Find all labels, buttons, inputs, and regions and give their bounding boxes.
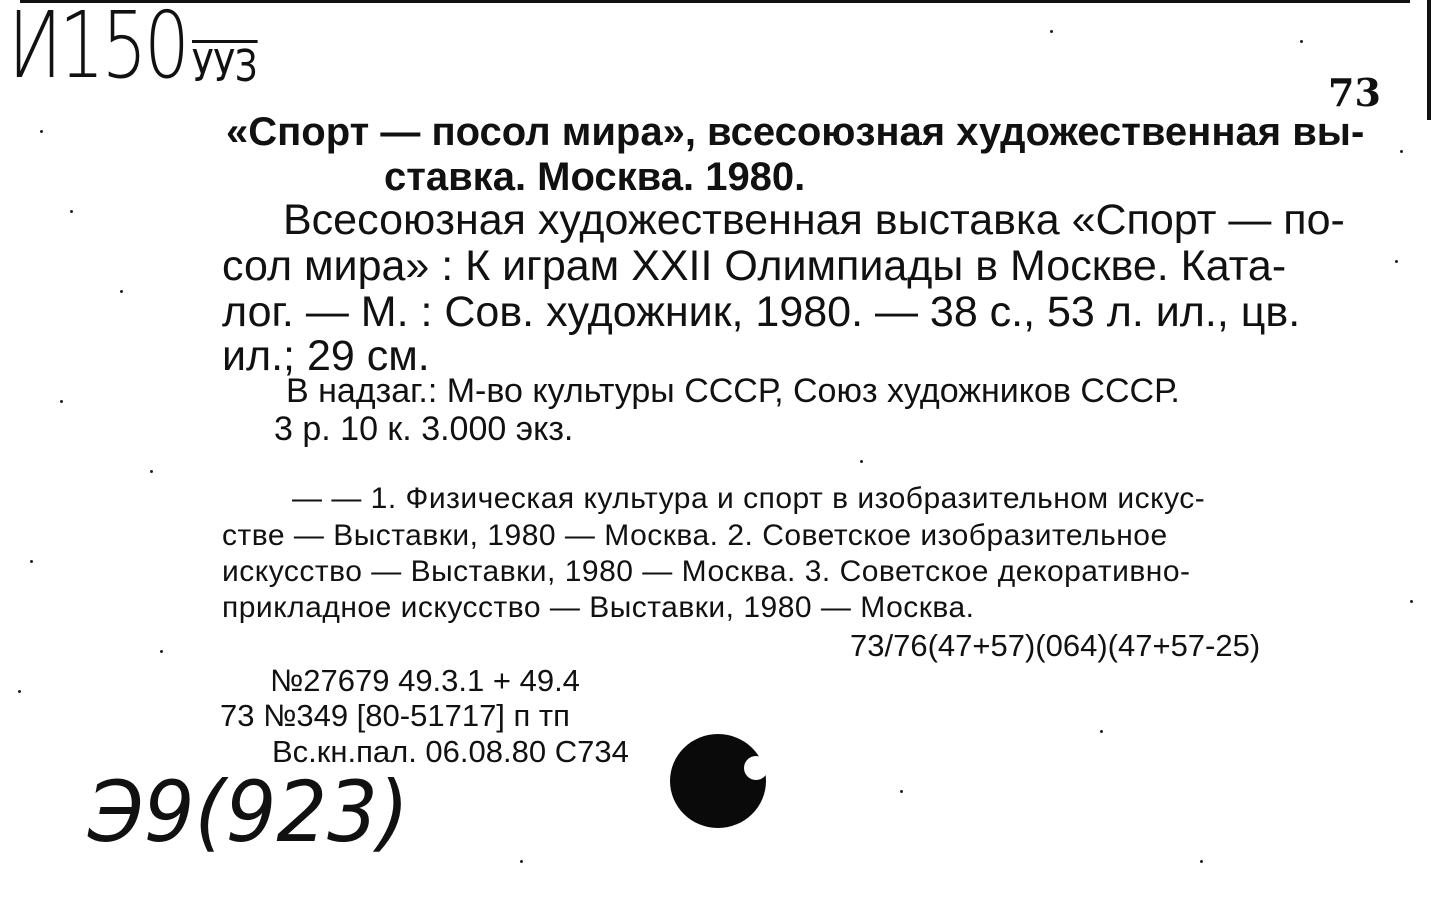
handwritten-shelf-mark: И150 [8,0,187,99]
speck [520,860,523,863]
page-number: 73 [1328,70,1381,115]
note-line-2: 3 р. 10 к. 3.000 экз. [274,410,574,448]
speck [1410,600,1413,603]
handwritten-classification: Э9(923) [88,763,410,861]
handwritten-author-mark: УУЗ [192,41,258,92]
speck [1395,260,1398,263]
heading-line-2: ставка. Москва. 1980. [384,155,806,199]
speck [40,130,43,133]
speck [1400,150,1403,153]
speck [1050,30,1053,33]
speck [30,560,33,563]
speck [120,290,123,293]
classification-index: 73/76(47+57)(064)(47+57-25) [850,628,1261,663]
speck [1300,40,1303,43]
code-line-3: Вс.кн.пал. 06.08.80 С734 [272,734,629,769]
heading-line-1: «Спорт — посол мира», всесоюзная художественная вы- [226,110,1365,154]
top-border [20,0,1410,3]
code-line-1: №27679 49.3.1 + 49.4 [270,663,580,698]
speck [1200,860,1203,863]
speck [900,790,903,793]
subject-line-2: стве — Выставки, 1980 — Москва. 2. Советское изобразительное [222,519,1168,552]
description-line-1: Всесоюзная художественная выставка «Спорт — по- [283,196,1345,244]
description-line-4: ил.; 29 см. [222,332,430,380]
note-line-1: В надзаг.: М-во культуры СССР, Союз художников СССР. [286,372,1180,410]
speck [860,460,863,463]
code-line-2: 73 №349 [80-51717] п тп [220,698,570,733]
punch-hole [670,734,766,828]
subject-line-4: прикладное искусство — Выставки, 1980 — Москва. [222,591,975,624]
punch-hole-notch [744,756,768,780]
right-border [1427,0,1431,120]
speck [70,210,73,213]
subject-line-3: искусство — Выставки, 1980 — Москва. 3. Советское декоративно- [222,555,1191,588]
speck [60,400,63,403]
speck [18,690,21,693]
speck [150,470,153,473]
subject-line-1: — — 1. Физическая культура и спорт в изобразительном искус- [292,482,1206,515]
description-line-2: сол мира» : К играм XXII Олимпиады в Москве. Ката- [222,242,1287,290]
speck [160,650,163,653]
speck [1100,730,1103,733]
description-line-3: лог. — М. : Сов. художник, 1980. — 38 с., 53 л. ил., цв. [222,288,1301,336]
